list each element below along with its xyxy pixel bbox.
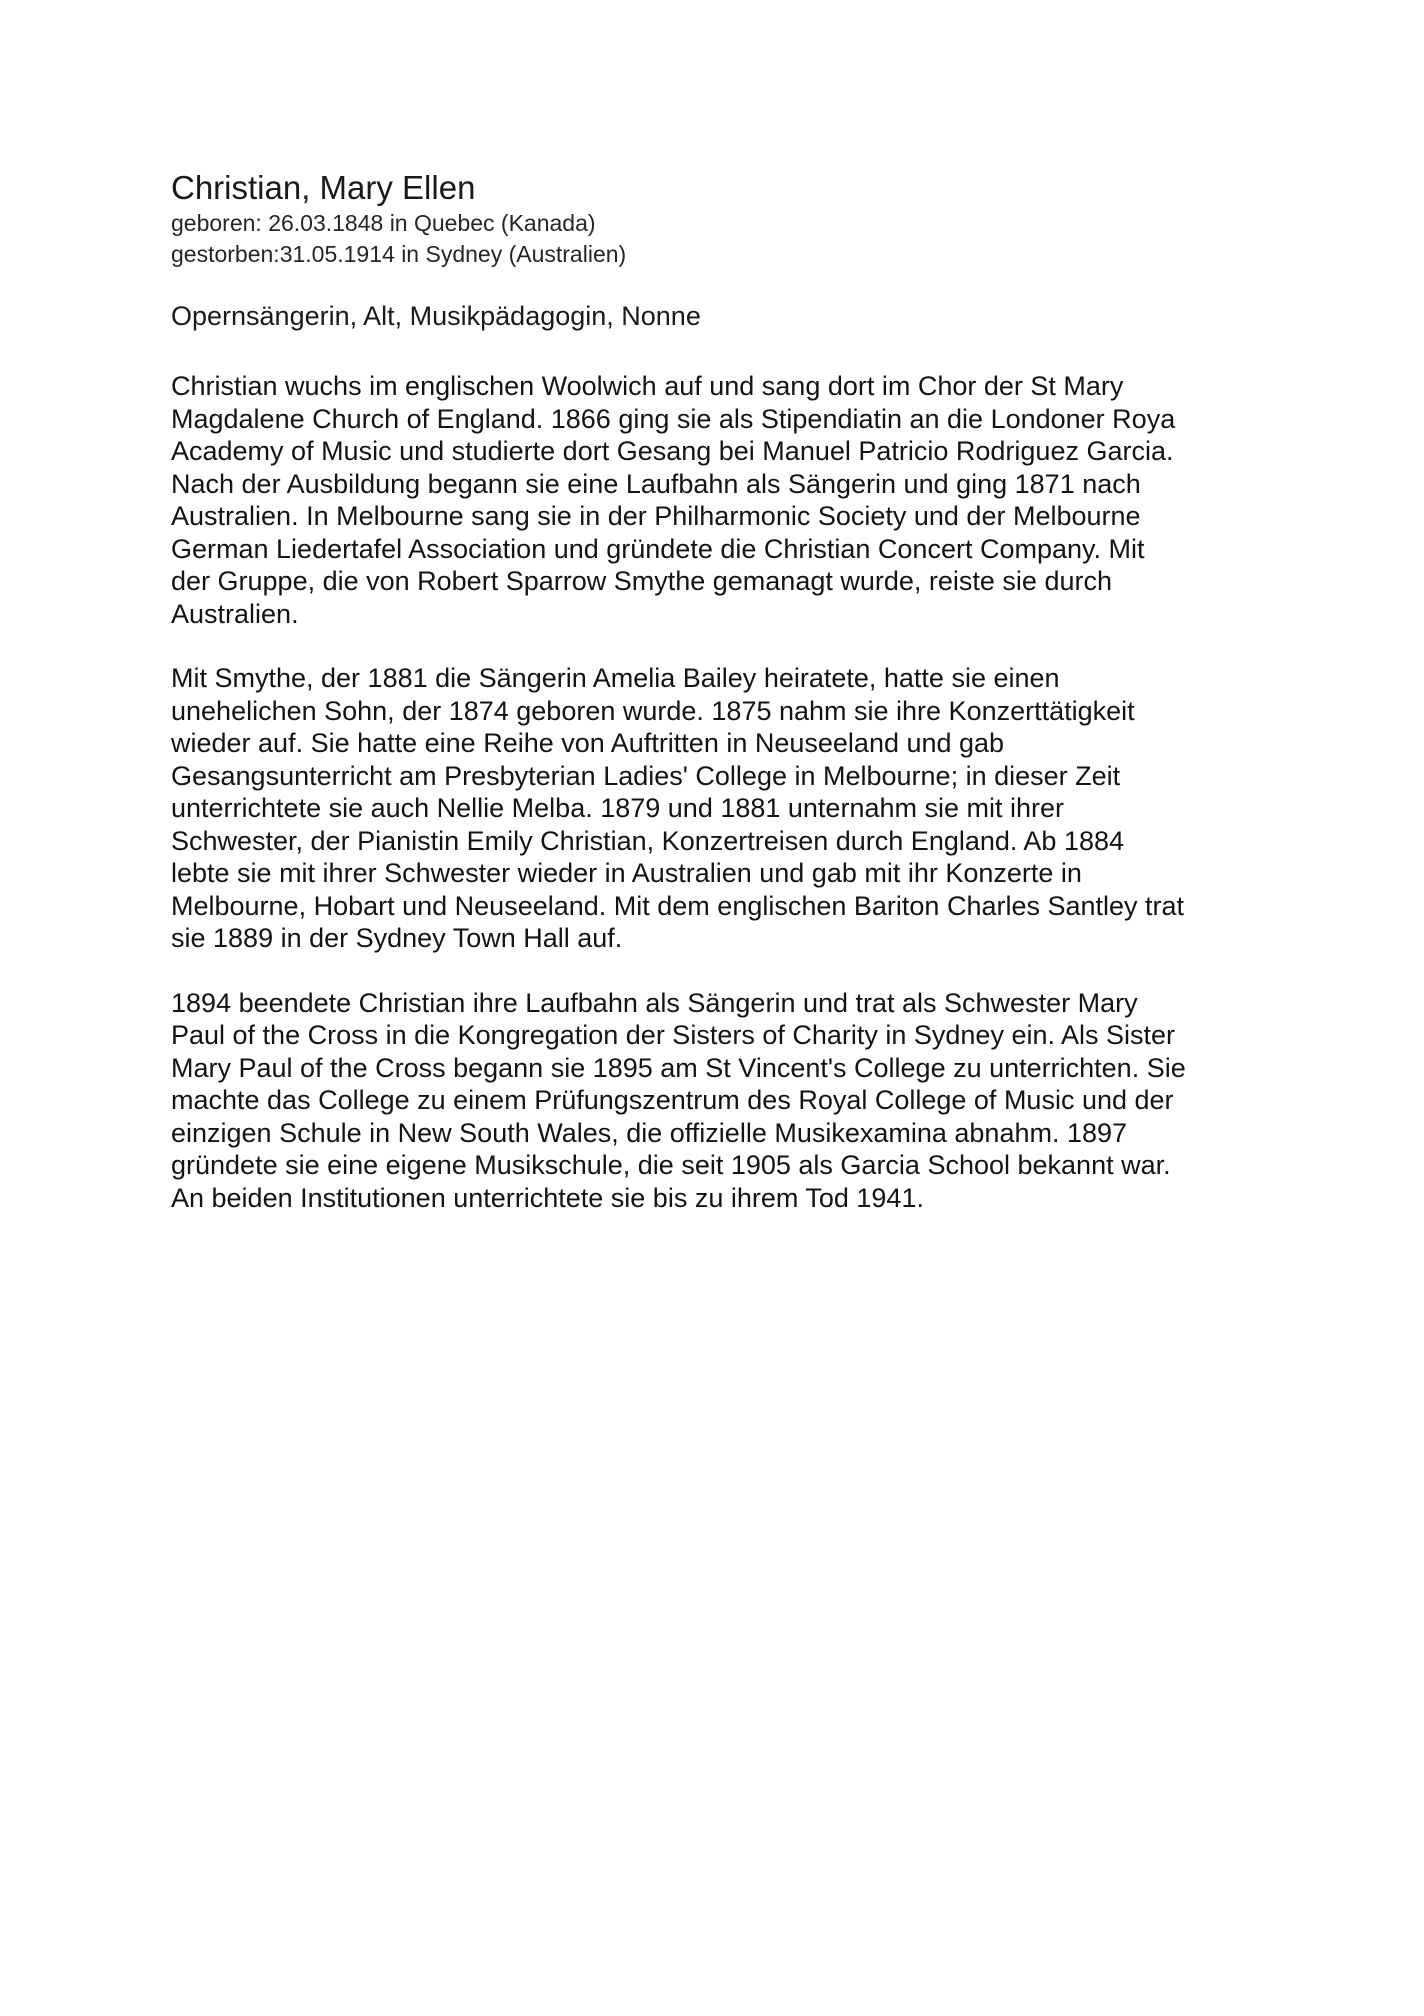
text-line: Gesangsunterricht am Presbyterian Ladies' College in Melbourne; in dieser Zeit	[171, 760, 1121, 791]
text-line: 1894 beendete Christian ihre Laufbahn als Sängerin und trat als Schwester Mary	[171, 987, 1138, 1018]
text-line: Melbourne, Hobart und Neuseeland. Mit dem englischen Bariton Charles Santley trat	[171, 890, 1185, 921]
text-line: lebte sie mit ihrer Schwester wieder in Australien und gab mit ihr Konzerte in	[171, 858, 1082, 888]
text-line: der Gruppe, die von Robert Sparrow Smythe gemanagt wurde, reiste sie durch	[171, 566, 1112, 596]
text-line: machte das College zu einem Prüfungszentrum des Royal College of Music und der	[171, 1085, 1174, 1115]
birth-info: geboren: 26.03.1848 in Quebec (Kanada)	[171, 210, 596, 236]
text-line: Schwester, der Pianistin Emily Christian, Konzertreisen durch England. Ab 1884	[171, 825, 1125, 856]
paragraph-2	[171, 662, 1301, 955]
text-line: Australien. In Melbourne sang sie in der Philharmonic Society und der Melbourne	[171, 501, 1141, 531]
text-line: German Liedertafel Association und gründete die Christian Concert Company. Mit	[171, 533, 1145, 564]
text-line: gründete sie eine eigene Musikschule, die seit 1905 als Garcia School bekannt war.	[171, 1150, 1171, 1180]
text-line: Paul of the Cross in die Kongregation der Sisters of Charity in Sydney ein. Als Sister	[171, 1020, 1176, 1050]
text-line: Christian wuchs im englischen Woolwich auf und sang dort im Chor der St Mary	[171, 371, 1124, 401]
text-line: Mary Paul of the Cross begann sie 1895 am St Vincent's College zu unterrichten. Sie	[171, 1052, 1186, 1083]
death-info: gestorben:31.05.1914 in Sydney (Australien)	[171, 241, 627, 267]
text-line: Magdalene Church of England. 1866 ging sie als Stipendiatin an die Londoner Roya	[171, 403, 1176, 434]
paragraph-3	[171, 987, 1301, 1215]
text-line: wieder auf. Sie hatte eine Reihe von Auftritten in Neuseeland und gab	[171, 728, 1005, 758]
text-line: Mit Smythe, der 1881 die Sängerin Amelia Bailey heiratete, hatte sie einen	[171, 663, 1060, 693]
text-line: unehelichen Sohn, der 1874 geboren wurde. 1875 nahm sie ihre Konzerttätigkeit	[171, 695, 1135, 726]
paragraph-1	[171, 370, 1301, 630]
text-line: unterrichtete sie auch Nellie Melba. 1879 und 1881 unternahm sie mit ihrer	[171, 793, 1065, 823]
text-line: sie 1889 in der Sydney Town Hall auf.	[171, 923, 623, 953]
text-line: Academy of Music und studierte dort Gesang bei Manuel Patricio Rodriguez Garcia.	[171, 436, 1174, 466]
person-name-title: Christian, Mary Ellen	[171, 169, 476, 206]
text-line: einzigen Schule in New South Wales, die offizielle Musikexamina abnahm. 1897	[171, 1117, 1128, 1148]
text-line: Nach der Ausbildung begann sie eine Laufbahn als Sängerin und ging 1871 nach	[171, 468, 1141, 499]
text-line: Australien.	[171, 598, 299, 629]
text-line: An beiden Institutionen unterrichtete sie bis zu ihrem Tod 1941.	[171, 1182, 924, 1213]
roles-line: Opernsängerin, Alt, Musikpädagogin, Nonne	[171, 301, 701, 331]
document-page	[171, 168, 1301, 1214]
